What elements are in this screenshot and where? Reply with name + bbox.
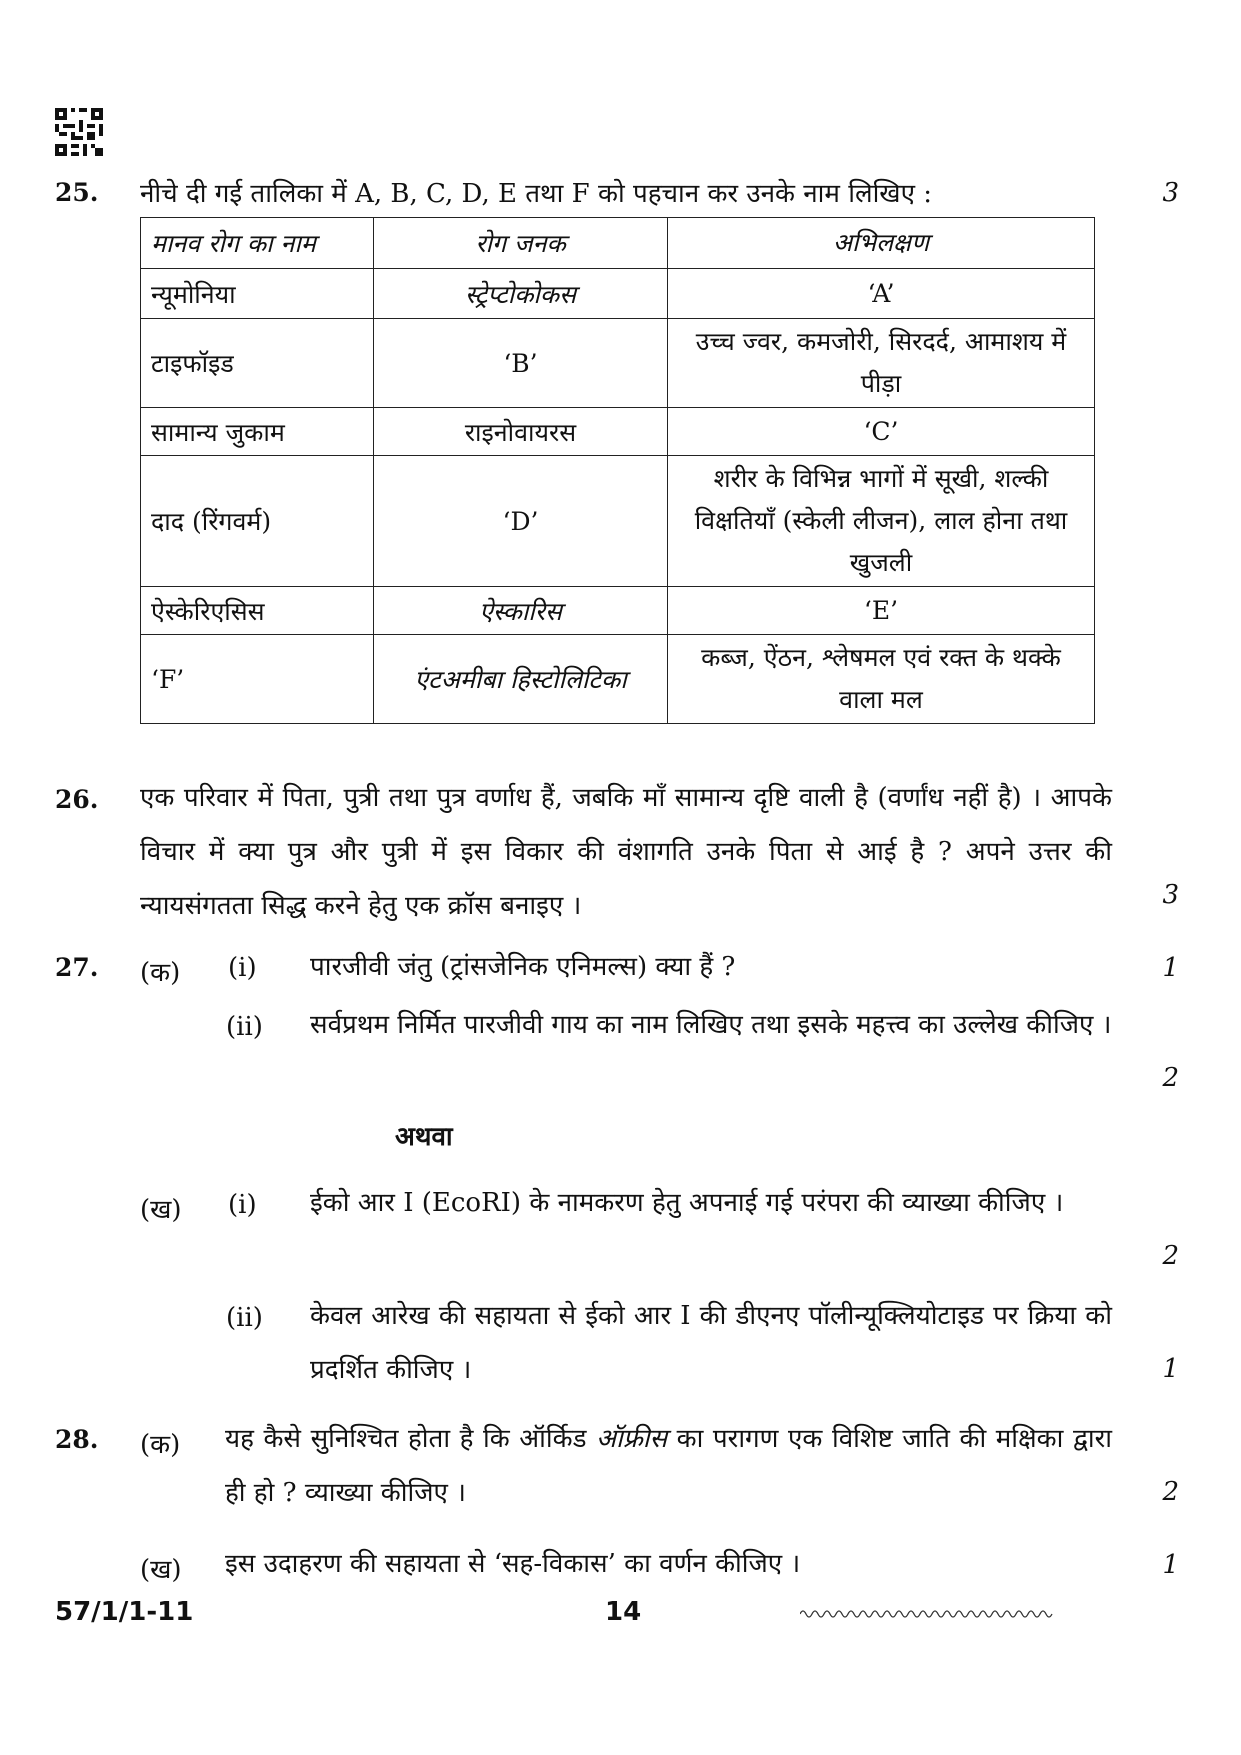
table-row bbox=[141, 587, 1095, 635]
cell-symptoms: शरीर के विभिन्न भागों में सूखी, शल्की विक्षतियाँ (स्केली लीजन), लाल होना तथा खुजली bbox=[668, 456, 1095, 587]
question-26-marks: 3 bbox=[1162, 880, 1179, 910]
cell-pathogen: ऐस्कारिस bbox=[374, 587, 668, 635]
question-27-a-i-marks: 1 bbox=[1162, 953, 1179, 983]
question-number-25: 25. bbox=[55, 178, 99, 207]
cell-symptoms: ‘E’ bbox=[668, 587, 1095, 635]
orchid-name: ऑफ्रीस bbox=[596, 1424, 668, 1454]
qr-code bbox=[55, 108, 103, 156]
question-27-a-i-text: पारजीवी जंतु (ट्रांसजेनिक एनिमल्स) क्या हैं ? bbox=[310, 952, 736, 982]
sub-ii-label: (ii) bbox=[226, 1012, 263, 1042]
question-28-b-text: इस उदाहरण की सहायता से ‘सह-विकास’ का वर्णन कीजिए । bbox=[225, 1549, 801, 1579]
table-row bbox=[141, 269, 1095, 319]
question-27-b-i-text: ईको आर I (EcoRI) के नामकरण हेतु अपनाई गई परंपरा की व्याख्या कीजिए । bbox=[310, 1188, 1064, 1218]
cell-pathogen: ‘B’ bbox=[374, 319, 668, 408]
cell-disease: सामान्य जुकाम bbox=[141, 408, 374, 456]
cell-pathogen: ‘D’ bbox=[374, 456, 668, 587]
cell-symptoms: कब्ज, ऐंठन, श्लेषमल एवं रक्त के थक्के वाला मल bbox=[668, 635, 1095, 724]
question-27-a-ii-marks: 2 bbox=[1162, 1063, 1179, 1093]
cell-symptoms: ‘A’ bbox=[668, 269, 1095, 319]
question-28-b-marks: 1 bbox=[1162, 1550, 1179, 1580]
cell-pathogen: स्ट्रेप्टोकोकस bbox=[374, 269, 668, 319]
question-26-text: एक परिवार में पिता, पुत्री तथा पुत्र वर्णाध हैं, जबकि माँ सामान्य दृष्टि वाली है (वर्णांध नहीं है) । आपके विचार में क्या पुत्र और पुत्री में इस विकार की वंशागति उनके पिता से आई है ? अपने उत्तर की न्यायसंगतता सिद्ध करने हेतु एक क्रॉस बनाइए । bbox=[140, 783, 1112, 921]
part-b-label: (ख) bbox=[140, 1555, 182, 1585]
question-number-28: 28. bbox=[55, 1425, 99, 1454]
question-28-a-marks: 2 bbox=[1162, 1477, 1179, 1507]
wavy-line-decoration bbox=[800, 1607, 1055, 1621]
header-disease: मानव रोग का नाम bbox=[141, 218, 374, 269]
cell-disease: न्यूमोनिया bbox=[141, 269, 374, 319]
cell-pathogen: एंटअमीबा हिस्टोलिटिका bbox=[374, 635, 668, 724]
question-27-b-i-marks: 2 bbox=[1162, 1241, 1179, 1271]
part-b-label: (ख) bbox=[140, 1195, 182, 1225]
disease-table bbox=[140, 217, 1095, 724]
question-number-26: 26. bbox=[55, 785, 99, 814]
question-number-27: 27. bbox=[55, 953, 99, 982]
table-row bbox=[141, 408, 1095, 456]
sub-i-label: (i) bbox=[228, 953, 257, 983]
part-a-label: (क) bbox=[140, 958, 181, 988]
question-27-b-ii-text: केवल आरेख की सहायता से ईको आर I की डीएनए पॉलीन्यूक्लियोटाइड पर क्रिया को प्रदर्शित कीजिए । bbox=[310, 1301, 1112, 1385]
paper-code: 57/1/1-11 bbox=[55, 1597, 194, 1627]
cell-disease: दाद (रिंगवर्म) bbox=[141, 456, 374, 587]
cell-pathogen: राइनोवायरस bbox=[374, 408, 668, 456]
sub-i-label: (i) bbox=[228, 1190, 257, 1220]
table-header-row bbox=[141, 218, 1095, 269]
cell-symptoms: उच्च ज्वर, कमजोरी, सिरदर्द, आमाशय में पीड़ा bbox=[668, 319, 1095, 408]
cell-symptoms: ‘C’ bbox=[668, 408, 1095, 456]
question-25-text: नीचे दी गई तालिका में A, B, C, D, E तथा F को पहचान कर उनके नाम लिखिए : bbox=[140, 179, 932, 209]
question-28-a-text-end: का परागण एक विशिष्ट जाति की मक्षिका द्वारा ही हो ? व्याख्या कीजिए । bbox=[225, 1424, 1112, 1508]
header-symptoms: अभिलक्षण bbox=[668, 218, 1095, 269]
question-28-a-text bbox=[225, 1412, 1112, 1520]
table-row bbox=[141, 456, 1095, 587]
cell-disease: ‘F’ bbox=[141, 635, 374, 724]
part-a-label: (क) bbox=[140, 1430, 181, 1460]
cell-disease: ऐस्केरिएसिस bbox=[141, 587, 374, 635]
cell-disease: टाइफॉइड bbox=[141, 319, 374, 408]
or-divider: अथवा bbox=[395, 1122, 453, 1152]
question-28-a-text-start: यह कैसे सुनिश्चित होता है कि ऑर्किड bbox=[225, 1424, 587, 1454]
table-row bbox=[141, 319, 1095, 408]
question-25-marks: 3 bbox=[1162, 178, 1179, 208]
header-pathogen: रोग जनक bbox=[374, 218, 668, 269]
question-27-b-ii-marks: 1 bbox=[1162, 1354, 1179, 1384]
page-number: 14 bbox=[605, 1597, 642, 1627]
sub-ii-label: (ii) bbox=[226, 1303, 263, 1333]
table-row bbox=[141, 635, 1095, 724]
question-27-a-ii-text: सर्वप्रथम निर्मित पारजीवी गाय का नाम लिखिए तथा इसके महत्त्व का उल्लेख कीजिए । bbox=[310, 1010, 1112, 1040]
